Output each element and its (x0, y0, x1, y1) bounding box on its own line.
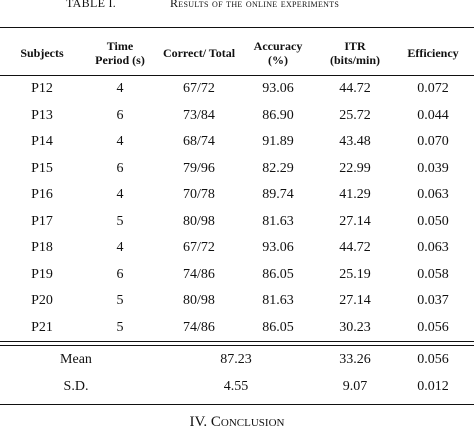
table-cell-itr: 44.72 (339, 81, 371, 97)
table-cell-correct-total: 68/74 (183, 134, 215, 150)
table-cell-itr: 41.29 (339, 187, 371, 203)
table-cell-time-period: 4 (116, 134, 124, 150)
table-cell-accuracy: 81.63 (262, 213, 294, 229)
table-cell-time-period: 5 (116, 319, 124, 335)
header-itr: ITR (bits/min) (329, 39, 380, 67)
table-cell-itr: 30.23 (339, 319, 371, 335)
table-cell-subject: P12 (31, 81, 53, 97)
table-cell-itr: 27.14 (339, 293, 371, 309)
table-cell-subject: P14 (31, 134, 53, 150)
table-cell-subject: P19 (31, 266, 53, 282)
table-cell-correct-total: 67/72 (183, 240, 215, 256)
table-cell-time-period: 6 (116, 107, 124, 123)
table-cell-accuracy: 86.90 (262, 107, 294, 123)
table-cell-itr: 44.72 (339, 240, 371, 256)
table-cell-subject: P21 (31, 319, 53, 335)
table-cell-accuracy: 89.74 (262, 187, 294, 203)
table-cell-time-period: 5 (116, 293, 124, 309)
table-cell-correct-total: 67/72 (183, 81, 215, 97)
table-cell-accuracy: 86.05 (262, 266, 294, 282)
table-cell-itr: 25.19 (339, 266, 371, 282)
header-correct-total: Correct/ Total (162, 46, 236, 60)
next-section-heading: IV. Conclusion (189, 414, 285, 430)
top-rule (0, 27, 474, 28)
summary-mean-accuracy: 87.23 (220, 351, 252, 367)
table-cell-accuracy: 93.06 (262, 240, 294, 256)
table-cell-time-period: 6 (116, 160, 124, 176)
table-caption (0, 0, 474, 12)
table-cell-efficiency: 0.039 (417, 160, 449, 176)
summary-sd-itr: 9.07 (342, 378, 368, 394)
table-cell-itr: 43.48 (339, 134, 371, 150)
table-cell-accuracy: 91.89 (262, 134, 294, 150)
bottom-rule (0, 404, 474, 405)
table-cell-efficiency: 0.070 (417, 134, 449, 150)
table-cell-subject: P16 (31, 187, 53, 203)
table-cell-efficiency: 0.044 (417, 107, 449, 123)
table-cell-subject: P18 (31, 240, 53, 256)
table-cell-correct-total: 80/98 (183, 213, 215, 229)
table-cell-accuracy: 93.06 (262, 81, 294, 97)
table-cell-correct-total: 70/78 (183, 187, 215, 203)
summary-mean-label: Mean (60, 351, 92, 367)
table-cell-subject: P17 (31, 213, 53, 229)
header-subjects: Subjects (20, 46, 64, 60)
table-caption-title: Results of the online experiments (170, 0, 340, 10)
summary-sd-label: S.D. (63, 378, 89, 394)
table-cell-time-period: 4 (116, 240, 124, 256)
table-cell-subject: P13 (31, 107, 53, 123)
table-cell-time-period: 4 (116, 81, 124, 97)
table-cell-time-period: 5 (116, 213, 124, 229)
table-caption-label: TABLE I. (66, 0, 117, 10)
table-cell-correct-total: 79/96 (183, 160, 215, 176)
table-cell-efficiency: 0.056 (417, 319, 449, 335)
table-cell-correct-total: 73/84 (183, 107, 215, 123)
header-time-period: Time Period (s) (95, 39, 145, 67)
table-cell-correct-total: 74/86 (183, 319, 215, 335)
table-cell-accuracy: 82.29 (262, 160, 294, 176)
table-cell-itr: 25.72 (339, 107, 371, 123)
table-cell-subject: P15 (31, 160, 53, 176)
summary-mean-itr: 33.26 (339, 351, 371, 367)
table-cell-correct-total: 80/98 (183, 293, 215, 309)
table-cell-itr: 22.99 (339, 160, 371, 176)
table-cell-efficiency: 0.063 (417, 240, 449, 256)
summary-sd-accuracy: 4.55 (223, 378, 249, 394)
table-cell-efficiency: 0.063 (417, 187, 449, 203)
summary-mean-efficiency: 0.056 (417, 351, 449, 367)
table-cell-itr: 27.14 (339, 213, 371, 229)
header-efficiency: Efficiency (407, 46, 459, 60)
table-cell-accuracy: 86.05 (262, 319, 294, 335)
table-cell-time-period: 4 (116, 187, 124, 203)
table-cell-accuracy: 81.63 (262, 293, 294, 309)
summary-rule-top (0, 341, 474, 342)
table-cell-efficiency: 0.072 (417, 81, 449, 97)
table-cell-subject: P20 (31, 293, 53, 309)
summary-sd-efficiency: 0.012 (417, 378, 449, 394)
table-cell-correct-total: 74/86 (183, 266, 215, 282)
table-cell-efficiency: 0.037 (417, 293, 449, 309)
table-cell-efficiency: 0.050 (417, 213, 449, 229)
table-cell-efficiency: 0.058 (417, 266, 449, 282)
table-cell-time-period: 6 (116, 266, 124, 282)
header-accuracy: Accuracy (%) (253, 39, 303, 67)
